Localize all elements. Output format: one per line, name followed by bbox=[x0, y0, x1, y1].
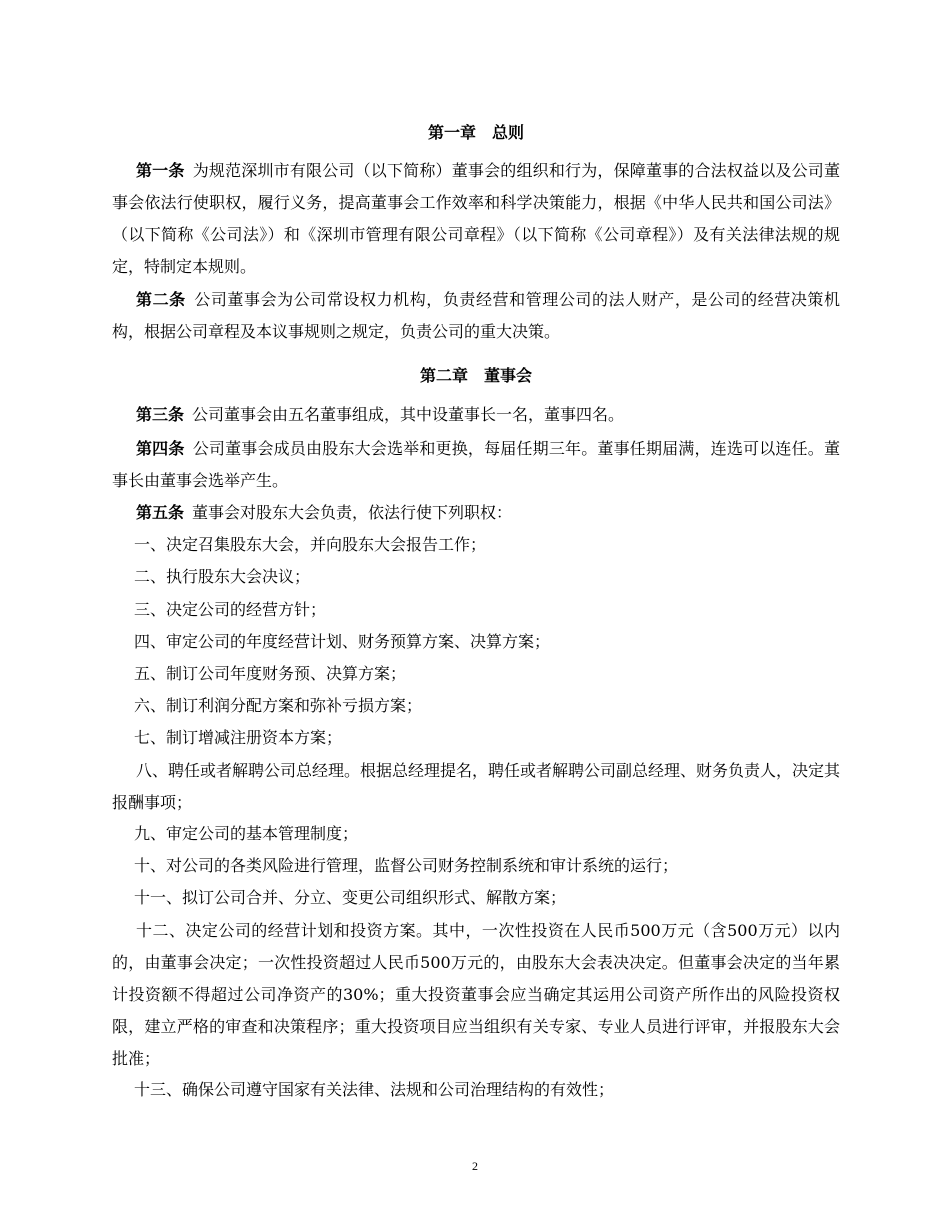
power-item: 五、制订公司年度财务预、决算方案； bbox=[134, 664, 407, 683]
power-item: 七、制订增减注册资本方案； bbox=[134, 728, 343, 747]
article-text: 为规范深圳市有限公司（以下简称）董事会的组织和行为，保障董事的合法权益以及公司董事会依法行使职权，履行义务，提高董事会工作效率和科学决策能力，根据《中华人民共和国公司法》（以下简称《公司法》）和《深圳市管理有限公司章程》（以下简称《公司章程》）及有关法律法规的规定，特制定本规则。 bbox=[112, 161, 840, 276]
article-paragraph bbox=[112, 284, 840, 348]
article-paragraph bbox=[112, 155, 840, 283]
power-item: 十三、确保公司遵守国家有关法律、法规和公司治理结构的有效性； bbox=[134, 1080, 615, 1099]
power-item: 一、决定召集股东大会，并向股东大会报告工作； bbox=[134, 535, 487, 554]
article-number: 第四条 bbox=[136, 439, 185, 458]
article-paragraph bbox=[112, 399, 840, 431]
article-text: 董事会对股东大会负责，依法行使下列职权： bbox=[192, 503, 513, 522]
power-item: 三、决定公司的经营方针； bbox=[134, 600, 327, 619]
chapter-heading: 第一章 总则 bbox=[427, 123, 524, 142]
article-number: 第一条 bbox=[136, 161, 185, 180]
power-item: 六、制订利润分配方案和弥补亏损方案； bbox=[134, 696, 423, 715]
power-item: 十二、决定公司的经营计划和投资方案。其中，一次性投资在人民币500万元（含500万元）以内的，由董事会决定；一次性投资超过人民币500万元的，由股东大会表决决定。但董事会决定的当年累计投资额不得超过公司净资产的30%；重大投资董事会应当确定其运用公司资产所作出的风险投资权限，建立严格的审查和决策程序；重大投资项目应当组织有关专家、专业人员进行评审，并报股东大会批准； bbox=[112, 921, 840, 1068]
chapter-heading: 第二章 董事会 bbox=[419, 366, 532, 385]
page-number: 2 bbox=[472, 1159, 478, 1173]
power-item: 八、聘任或者解聘公司总经理。根据总经理提名，聘任或者解聘公司副总经理、财务负责人，决定其报酬事项； bbox=[112, 761, 841, 812]
article-number: 第五条 bbox=[136, 503, 185, 522]
article-text: 公司董事会成员由股东大会选举和更换，每届任期三年。董事任期届满，连选可以连任。董事长由董事会选举产生。 bbox=[112, 439, 840, 490]
article-paragraph bbox=[112, 497, 840, 529]
article-number: 第二条 bbox=[136, 290, 186, 309]
power-item: 九、审定公司的基本管理制度； bbox=[134, 824, 359, 843]
power-item: 二、执行股东大会决议； bbox=[134, 567, 311, 586]
article-paragraph bbox=[112, 433, 840, 497]
article-text: 公司董事会由五名董事组成，其中设董事长一名，董事四名。 bbox=[192, 405, 625, 424]
power-item: 四、审定公司的年度经营计划、财务预算方案、决算方案； bbox=[134, 632, 551, 651]
article-number: 第三条 bbox=[136, 405, 185, 424]
article-text: 公司董事会为公司常设权力机构，负责经营和管理公司的法人财产，是公司的经营决策机构，根据公司章程及本议事规则之规定，负责公司的重大决策。 bbox=[112, 290, 840, 341]
power-item: 十、对公司的各类风险进行管理，监督公司财务控制系统和审计系统的运行； bbox=[134, 856, 679, 875]
power-item: 十一、拟订公司合并、分立、变更公司组织形式、解散方案； bbox=[134, 888, 567, 907]
